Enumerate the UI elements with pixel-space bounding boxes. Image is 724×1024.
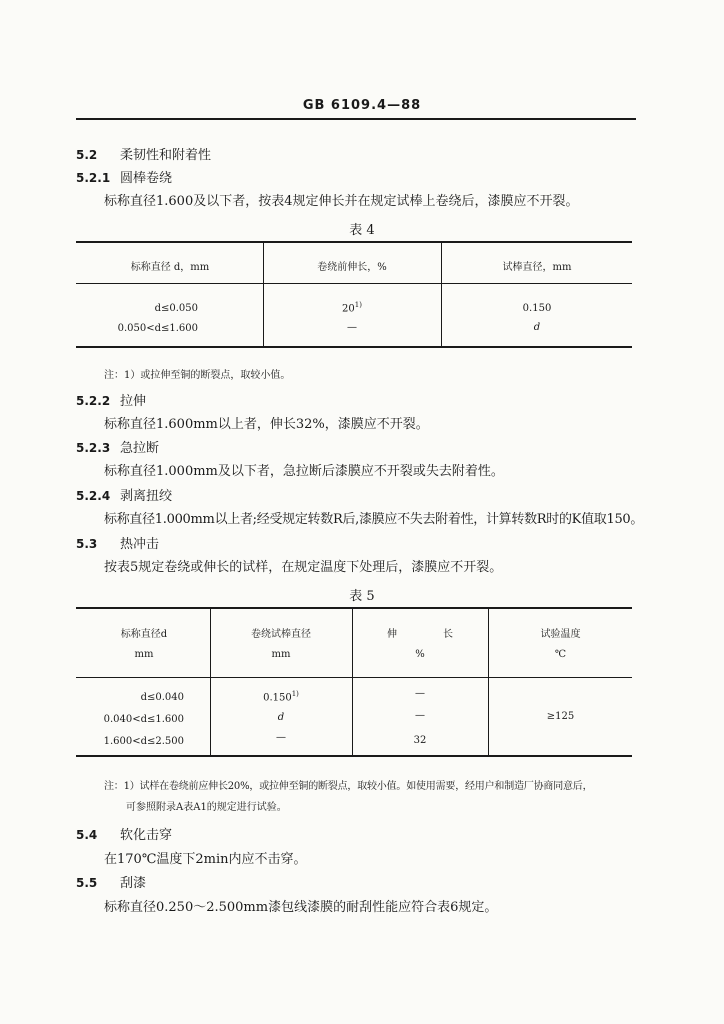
table-row [264,301,440,314]
section-number: 5.2 [76,148,98,162]
table-row: d [277,712,285,723]
table-4-header-rule [76,283,632,284]
section-5-4-text: 在170℃温度下2min内应不击穿。 [104,852,307,867]
section-5-2-3-heading [76,437,159,456]
section-5-5-text: 标称直径0.250～2.500mm漆包线漆膜的耐刮性能应符合表6规定。 [104,900,498,915]
document-code: GB 6109.4—88 [302,98,422,113]
table-row: d≤0.040 [140,692,184,703]
table-5-note: 注：1）试样在卷绕前应伸长20%，或拉伸至铜的断裂点，取较小值。如使用需要，经用户和制造厂协商同意后， [104,781,593,792]
table-5-header-temperature [489,625,632,665]
table-4-top-rule [76,241,632,243]
table-4-bottom-rule [76,346,632,348]
header-unit: ℃ [554,649,567,660]
header-char: 伸 [387,629,397,640]
section-5-2-1-heading [76,167,172,186]
section-title: 剥离扭绞 [120,489,173,504]
section-title: 软化击穿 [120,828,173,843]
section-5-2-3-text: 标称直径1.000mm及以下者，急拉断后漆膜应不开裂或失去附着性。 [104,464,504,479]
table-5-caption: 表 5 [349,589,375,604]
table-row: — [347,322,357,333]
section-title: 热冲击 [120,537,160,552]
table-5-bottom-rule [76,755,632,757]
table-row: 0.040<d≤1.600 [103,714,184,725]
table-row: — [276,732,286,743]
section-title: 刮漆 [120,876,147,891]
header-unit: % [415,649,425,660]
header-char: 长 [443,629,453,640]
header-unit: mm [134,649,154,660]
table-4-header-diameter: 标称直径 d，mm [130,262,210,273]
section-5-3-heading [76,533,159,552]
section-title: 柔韧性和附着性 [120,148,212,163]
table-row: d [533,322,541,333]
section-title: 急拉断 [120,441,160,456]
section-5-2-4-text: 标称直径1.000mm以上者;经受规定转数R后,漆膜应不失去附着性，计算转数R时的K值取150。 [104,512,644,527]
table-row: 0.150 [522,303,552,314]
table-5-header-diameter [80,625,208,665]
header-line [353,625,487,645]
table-5-note-continued: 可参照附录A表A1的规定进行试验。 [126,802,287,813]
section-number: 5.2.2 [76,394,111,408]
section-5-3-text: 按表5规定卷绕或伸长的试样，在规定温度下处理后，漆膜应不开裂。 [104,560,503,575]
header-line: 卷绕试棒直径 [251,629,311,640]
section-number: 5.2.4 [76,489,111,503]
section-number: 5.5 [76,876,98,890]
table-4-header-rod: 试棒直径，mm [502,262,572,273]
table-4-header-elongation: 卷绕前伸长，% [317,262,387,273]
section-5-2-heading [76,144,211,163]
table-row: d≤0.050 [154,303,198,314]
table-row [211,690,351,703]
table-4-note: 注：1）或拉伸至铜的断裂点，取较小值。 [104,370,291,381]
table-5-header-rod [211,625,351,665]
section-number: 5.2.3 [76,441,111,455]
section-number: 5.4 [76,828,98,842]
table-row: — [415,688,425,699]
table-row: 0.050<d≤1.600 [117,323,198,334]
cell-value: 0.150 [263,692,292,704]
header-unit: mm [271,649,291,660]
footnote-mark: 1) [291,690,299,698]
table-row: 1.600<d≤2.500 [103,736,184,747]
table-5-header-rule [76,677,632,678]
table-4-caption: 表 4 [349,223,375,238]
header-line: 试验温度 [540,629,581,640]
section-title: 圆棒卷绕 [120,171,173,186]
section-number: 5.3 [76,537,98,551]
section-number: 5.2.1 [76,171,111,185]
section-5-2-1-text: 标称直径1.600及以下者，按表4规定伸长并在规定试棒上卷绕后，漆膜应不开裂。 [104,194,579,209]
section-5-2-4-heading [76,485,172,504]
section-5-2-2-text: 标称直径1.600mm以上者，伸长32%，漆膜应不开裂。 [104,417,429,432]
section-5-2-2-heading [76,390,146,409]
table-row: 32 [413,735,427,746]
section-5-5-heading [76,872,146,891]
section-title: 拉伸 [120,394,147,409]
section-5-4-heading [76,824,172,843]
table-5-header-elongation [353,625,487,665]
header-rule [76,118,636,120]
header-line: 标称直径d [120,629,168,640]
table-row: — [415,710,425,721]
cell-value: 20 [342,303,355,315]
table-5-temperature: ≥125 [546,711,575,722]
table-5-top-rule [76,607,632,609]
footnote-mark: 1) [354,301,362,309]
